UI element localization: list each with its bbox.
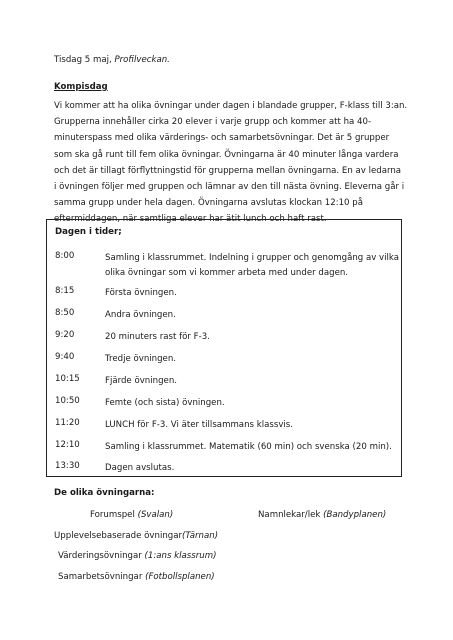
paragraph-line: Vi kommer att ha olika övningar under dagen i blandade grupper, F-klass till 3:an. <box>54 101 408 111</box>
intro-paragraph <box>54 98 408 228</box>
schedule-desc: Dagen avslutas. <box>105 463 175 473</box>
schedule-box <box>46 219 402 477</box>
schedule-time: 8:50 <box>55 308 75 318</box>
exercise-place: (1:ans klassrum) <box>144 551 217 561</box>
schedule-time: 9:20 <box>55 330 75 340</box>
exercise-item <box>54 531 218 541</box>
week-name: Profilveckan. <box>114 55 170 65</box>
desc-line: Samling i klassrummet. Indelning i grupper och genomgång av vilka <box>105 253 400 263</box>
schedule-desc: Första övningen. <box>105 288 177 298</box>
schedule-time: 12:10 <box>55 440 80 450</box>
exercise-place: (Svalan) <box>137 510 174 520</box>
exercise-name: Värderingsövningar <box>58 551 145 561</box>
exercise-item <box>58 572 215 582</box>
schedule-title: Dagen i tider; <box>55 227 122 237</box>
schedule-time: 10:50 <box>55 396 80 406</box>
schedule-desc: Femte (och sista) övningen. <box>105 398 225 408</box>
schedule-desc: LUNCH för F-3. Vi äter tillsammans klassvis. <box>105 420 294 430</box>
schedule-time: 8:15 <box>55 286 75 296</box>
exercise-name: Samarbetsövningar <box>58 572 146 582</box>
schedule-time: 10:15 <box>55 374 80 384</box>
paragraph-line: och det är tillagt förflyttningstid för grupperna mellan övningarna. En av ledarna <box>54 165 402 176</box>
exercise-name: Upplevelsebaserade övningar <box>54 531 183 541</box>
exercises-title: De olika övningarna: <box>54 488 155 498</box>
schedule-desc <box>105 251 399 281</box>
paragraph-line: som ska gå runt till fem olika övningar. Övningarna är 40 minuter långa vardera <box>54 149 399 160</box>
paragraph-line: i övningen följer med gruppen och lämnar av den till nästa övning. Eleverna går i <box>54 182 405 193</box>
exercise-name: Forumspel <box>90 510 138 520</box>
date-line <box>54 55 170 65</box>
desc-line: olika övningar som vi kommer arbeta med under dagen. <box>105 268 349 278</box>
exercise-item <box>58 551 216 561</box>
schedule-desc: Fjärde övningen. <box>105 376 177 386</box>
schedule-time: 13:30 <box>55 461 80 471</box>
exercise-name: Namnlekar/lek <box>258 510 324 520</box>
paragraph-line: Grupperna innehåller cirka 20 elever i varje grupp och kommer att ha 40- <box>54 117 372 128</box>
schedule-desc: 20 minuters rast för F-3. <box>105 332 210 342</box>
exercise-item <box>90 510 173 520</box>
paragraph-line: samma grupp under hela dagen. Övningarna avslutas klockan 12:10 på <box>54 198 363 209</box>
schedule-time: 11:20 <box>55 418 80 428</box>
exercise-place: (Fotbollsplanen) <box>145 572 215 582</box>
schedule-desc: Tredje övningen. <box>105 354 177 364</box>
date-text: Tisdag 5 maj, <box>54 55 115 65</box>
exercise-item <box>258 510 386 520</box>
schedule-time: 9:40 <box>55 352 75 362</box>
exercise-place: (Bandyplanen) <box>323 510 387 520</box>
paragraph-line: eftermiddagen, när samtliga elever har ätit lunch och haft rast. <box>54 214 327 225</box>
paragraph-line: minuterspass med olika värderings- och samarbetsövningar. Det är 5 grupper <box>54 133 390 144</box>
schedule-desc: Andra övningen. <box>105 310 176 320</box>
exercise-place: (Tärnan) <box>182 531 219 541</box>
schedule-desc: Samling i klassrummet. Matematik (60 min) och svenska (20 min). <box>105 442 392 452</box>
schedule-time: 8:00 <box>55 251 75 261</box>
section-heading: Kompisdag <box>54 82 108 92</box>
